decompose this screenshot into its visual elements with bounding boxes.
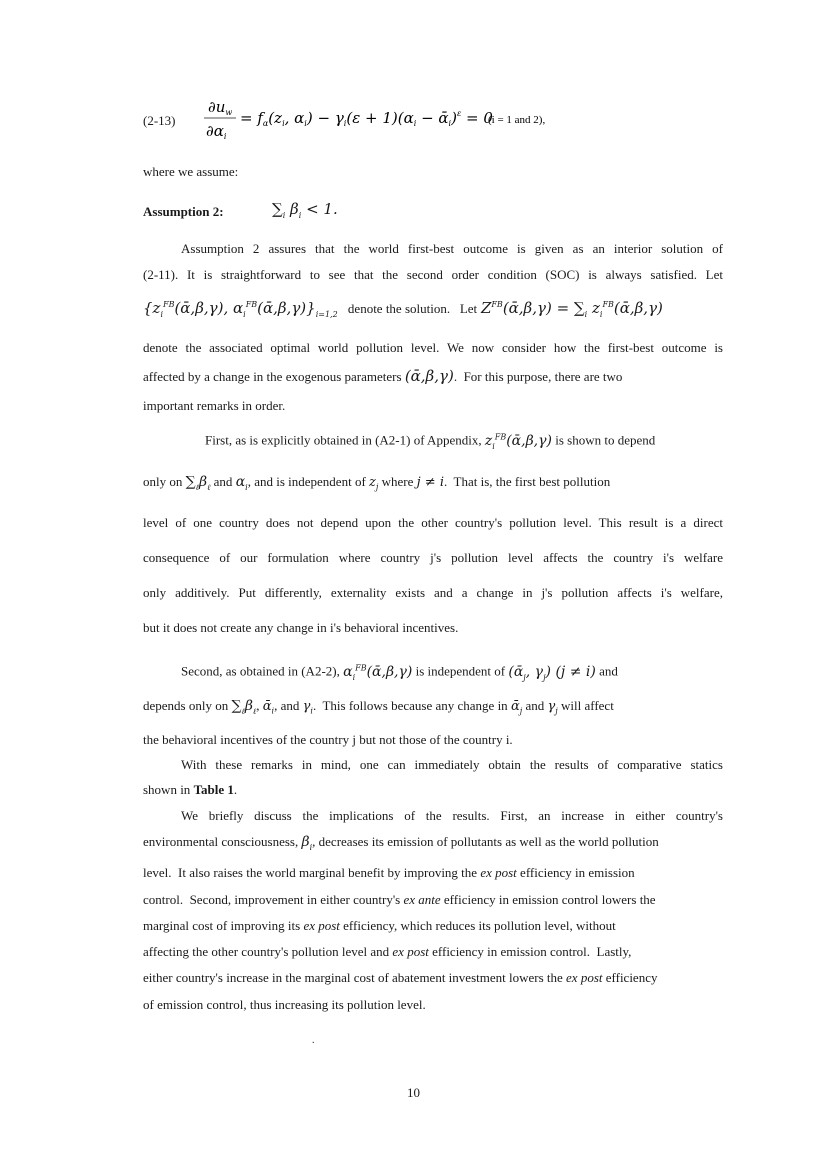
para5-line7: either country's increase in the marginal cost of abatement investment lowers the ex post efficiency (143, 970, 658, 985)
para4-line2: shown in Table 1. (143, 782, 238, 797)
para2-line4: consequence of our formulation where country j's pollution level affects the country i's welfare (143, 550, 723, 565)
equation-label: (2-13) (143, 113, 176, 128)
para1-line5: affected by a change in the exogenous parameters (ᾱ,β,γ). For this purpose, there are two (143, 367, 623, 385)
assumption-formula: $\sum_i$ $\beta_i < 1$. (272, 200, 338, 220)
equation-2-13 (200, 96, 620, 146)
para3-line3: the behavioral incentives of the country j but not those of the country i. (143, 732, 513, 747)
para2-line2: only on $\sum_\ell\beta_\ell$ and $\alpha_i$, and is independent of $z_j$ where j ≠ i. That is, the first best pollution (143, 474, 611, 492)
para3-line2: depends only on $\sum_\ell\beta_\ell$, ᾱ$_i$, and $\gamma_i$. This follows because any change in ᾱ$_j$ and $\gamma_j$ will affect (143, 698, 614, 716)
para3-line1: Second, as obtained in (A2-2), $\alpha_i^{FB}(ᾱ,\beta,\gamma)$ is independent of (ᾱ$_j$, $\gamma_j$) (j ≠ i) and (181, 663, 618, 682)
where-line: where we assume: (143, 164, 239, 179)
para1-line3: {$z_i^{FB}(ᾱ,\beta,\gamma)$, $\alpha_i^{FB}(ᾱ,\beta,\gamma)\}_{i=1,2}$ denote the solution. Let $Z^{FB}(ᾱ,\beta,\gamma) = \sum_i$ $z_i^{FB}(ᾱ,\beta,\gamma)$ (143, 299, 663, 319)
equation-numerator: $\partial u_w$ (208, 98, 233, 117)
para5-line3: level. It also raises the world marginal benefit by improving the ex post efficiency in emission (143, 865, 635, 880)
para5-line6: affecting the other country's pollution level and ex post efficiency in emission control. Lastly, (143, 944, 632, 959)
para5-line8: of emission control, thus increasing its pollution level. (143, 997, 426, 1012)
equation-condition: (i = 1 and 2), (488, 114, 546, 126)
para4-line1: With these remarks in mind, one can immediately obtain the results of comparative statics (181, 757, 723, 772)
para5-line5: marginal cost of improving its ex post efficiency, which reduces its pollution level, without (143, 918, 616, 933)
page-number: 10 (407, 1085, 420, 1100)
para5-line2: environmental consciousness, $\beta_i$, decreases its emission of pollutants as well as the world pollution (143, 834, 659, 852)
para1-line4: denote the associated optimal world pollution level. We now consider how the first-best outcome is (143, 340, 723, 355)
para1-line1: Assumption 2 assures that the world first-best outcome is given as an interior solution of (181, 241, 723, 256)
para1-line6: important remarks in order. (143, 398, 286, 413)
equation-body: = $f_\alpha(z_i$, $\alpha_i) - \gamma_i(\varepsilon + 1)(\alpha_i$ − ᾱ$_i$)$^\varepsilon$ = 0 (240, 109, 493, 128)
para1-line2: (2-11). It is straightforward to see that the second order condition (SOC) is always satisfied. Let (143, 267, 723, 282)
para5-line1: We briefly discuss the implications of the results. First, an increase in either country's (181, 808, 723, 823)
para2-line5: only additively. Put differently, externality exists and a change in j's pollution affects i's welfare, (143, 585, 723, 600)
stray-mark: . (312, 1035, 315, 1046)
para5-line4: control. Second, improvement in either country's ex ante efficiency in emission control lowers the (143, 892, 656, 907)
para2-line1: First, as is explicitly obtained in (A2-1) of Appendix, $z_i^{FB}(ᾱ,\beta,\gamma)$ is shown to depend (205, 432, 656, 451)
para2-line3: level of one country does not depend upon the other country's pollution level. This result is a direct (143, 515, 723, 530)
equation-denominator: $\partial\alpha_i$ (206, 122, 227, 141)
para2-line6: but it does not create any change in i's behavioral incentives. (143, 620, 459, 635)
assumption-label: Assumption 2: (143, 204, 224, 219)
